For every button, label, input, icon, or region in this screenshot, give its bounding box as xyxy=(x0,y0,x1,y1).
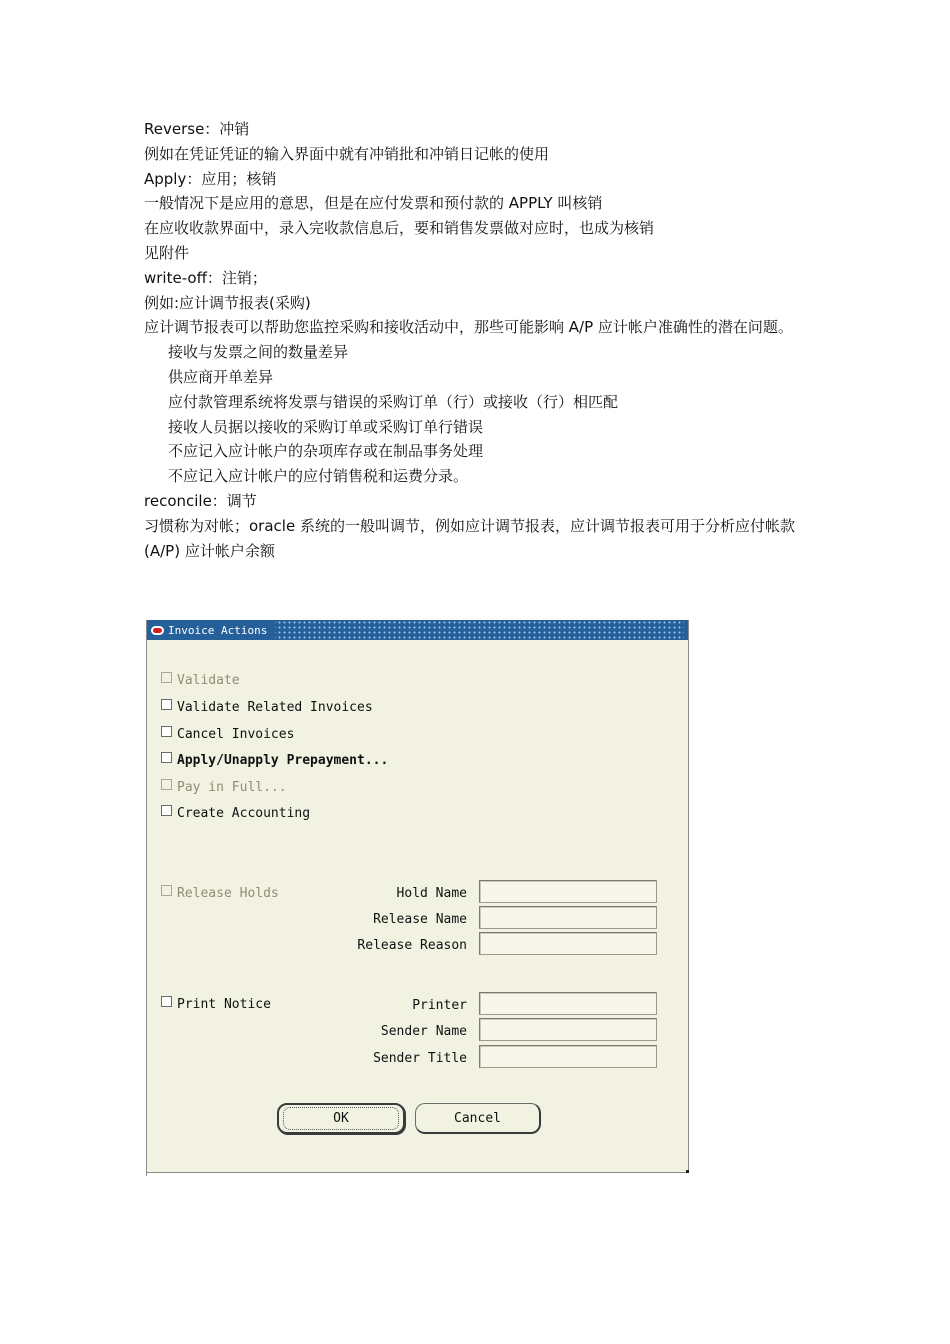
cancel-label: Cancel xyxy=(454,1110,501,1126)
apply-prepayment-label: Apply/Unapply Prepayment... xyxy=(177,752,389,768)
oracle-logo-icon xyxy=(151,626,164,635)
doc-bullet: 不应记入应计帐户的杂项库存或在制品事务处理 xyxy=(168,442,484,461)
doc-line: 例如:应计调节报表(采购) xyxy=(144,293,311,312)
print-notice-option xyxy=(161,995,271,1013)
doc-paragraph: 习惯称为对帐；oracle 系统的一般叫调节，例如应计调节报表，应计调节报表可用于分析应付帐款 (A/P) 应计帐户余额 xyxy=(144,516,795,560)
doc-line: 一般情况下是应用的意思，但是在应付发票和预付款的 APPLY 叫核销 xyxy=(144,194,603,213)
document-text xyxy=(144,117,814,563)
release-holds-option xyxy=(161,884,279,902)
doc-bullet: 接收人员据以接收的采购订单或采购订单行错误 xyxy=(168,417,484,436)
doc-line: write-off：注销； xyxy=(144,268,267,287)
sender-name-label: Sender Name xyxy=(380,1024,467,1039)
pay-in-full-label: Pay in Full... xyxy=(177,779,287,795)
validate-option xyxy=(161,671,240,689)
doc-bullet: 不应记入应计帐户的应付销售税和运费分录。 xyxy=(168,467,469,486)
dialog-title: Invoice Actions xyxy=(168,623,268,637)
validate-related-checkbox[interactable] xyxy=(161,699,172,710)
create-accounting-label: Create Accounting xyxy=(177,805,311,821)
ok-button[interactable] xyxy=(277,1103,405,1134)
doc-line: Apply：应用；核销 xyxy=(144,169,277,188)
dialog-corner xyxy=(146,1168,147,1176)
cancel-invoices-option xyxy=(161,725,294,743)
print-notice-checkbox[interactable] xyxy=(161,996,172,1007)
pay-in-full-option xyxy=(161,778,287,796)
validate-related-option xyxy=(161,698,373,716)
validate-label: Validate xyxy=(177,672,240,688)
printer-field[interactable] xyxy=(479,992,657,1015)
doc-line: 在应收收款界面中，录入完收款信息后，要和销售发票做对应时，也成为核销 xyxy=(144,219,655,238)
hold-name-field[interactable] xyxy=(479,880,657,903)
invoice-actions-dialog xyxy=(146,620,689,1173)
create-accounting-checkbox[interactable] xyxy=(161,805,172,816)
title-left xyxy=(147,620,275,640)
doc-bullet: 供应商开单差异 xyxy=(168,367,274,386)
release-holds-label: Release Holds xyxy=(177,885,279,901)
release-name-field[interactable] xyxy=(479,906,657,929)
hold-name-label: Hold Name xyxy=(396,886,467,901)
validate-related-label: Validate Related Invoices xyxy=(177,699,373,715)
cancel-button[interactable] xyxy=(415,1103,541,1134)
sender-name-field[interactable] xyxy=(479,1018,657,1041)
sender-title-field[interactable] xyxy=(479,1045,657,1068)
ok-label: OK xyxy=(283,1107,399,1130)
release-reason-field[interactable] xyxy=(479,932,657,955)
cancel-invoices-label: Cancel Invoices xyxy=(177,726,295,742)
titlebar-edge xyxy=(684,620,688,640)
doc-bullet: 应付款管理系统将发票与错误的采购订单（行）或接收（行）相匹配 xyxy=(168,392,619,411)
doc-line: 见附件 xyxy=(144,243,190,262)
doc-line: Reverse：冲销 xyxy=(144,120,250,138)
validate-checkbox[interactable] xyxy=(161,672,172,683)
apply-prepayment-checkbox[interactable] xyxy=(161,752,172,763)
doc-bullet: 接收与发票之间的数量差异 xyxy=(168,343,349,362)
print-notice-label: Print Notice xyxy=(177,996,271,1012)
sender-title-label: Sender Title xyxy=(373,1051,467,1066)
dialog-titlebar[interactable] xyxy=(147,620,688,640)
doc-heading-reconcile: reconcile：调节 xyxy=(144,491,257,510)
printer-label: Printer xyxy=(412,998,467,1013)
doc-line: 例如在凭证凭证的输入界面中就有冲销批和冲销日记帐的使用 xyxy=(144,144,550,163)
pay-in-full-checkbox[interactable] xyxy=(161,779,172,790)
release-name-label: Release Name xyxy=(373,912,467,927)
release-holds-checkbox[interactable] xyxy=(161,885,172,896)
doc-paragraph: 应计调节报表可以帮助您监控采购和接收活动中，那些可能影响 A/P 应计帐户准确性的潜在问题。 xyxy=(144,318,793,337)
cancel-invoices-checkbox[interactable] xyxy=(161,726,172,737)
create-accounting-option xyxy=(161,804,310,822)
resize-grip-icon[interactable] xyxy=(686,1170,689,1173)
apply-prepayment-option xyxy=(161,751,388,769)
release-reason-label: Release Reason xyxy=(357,938,467,953)
